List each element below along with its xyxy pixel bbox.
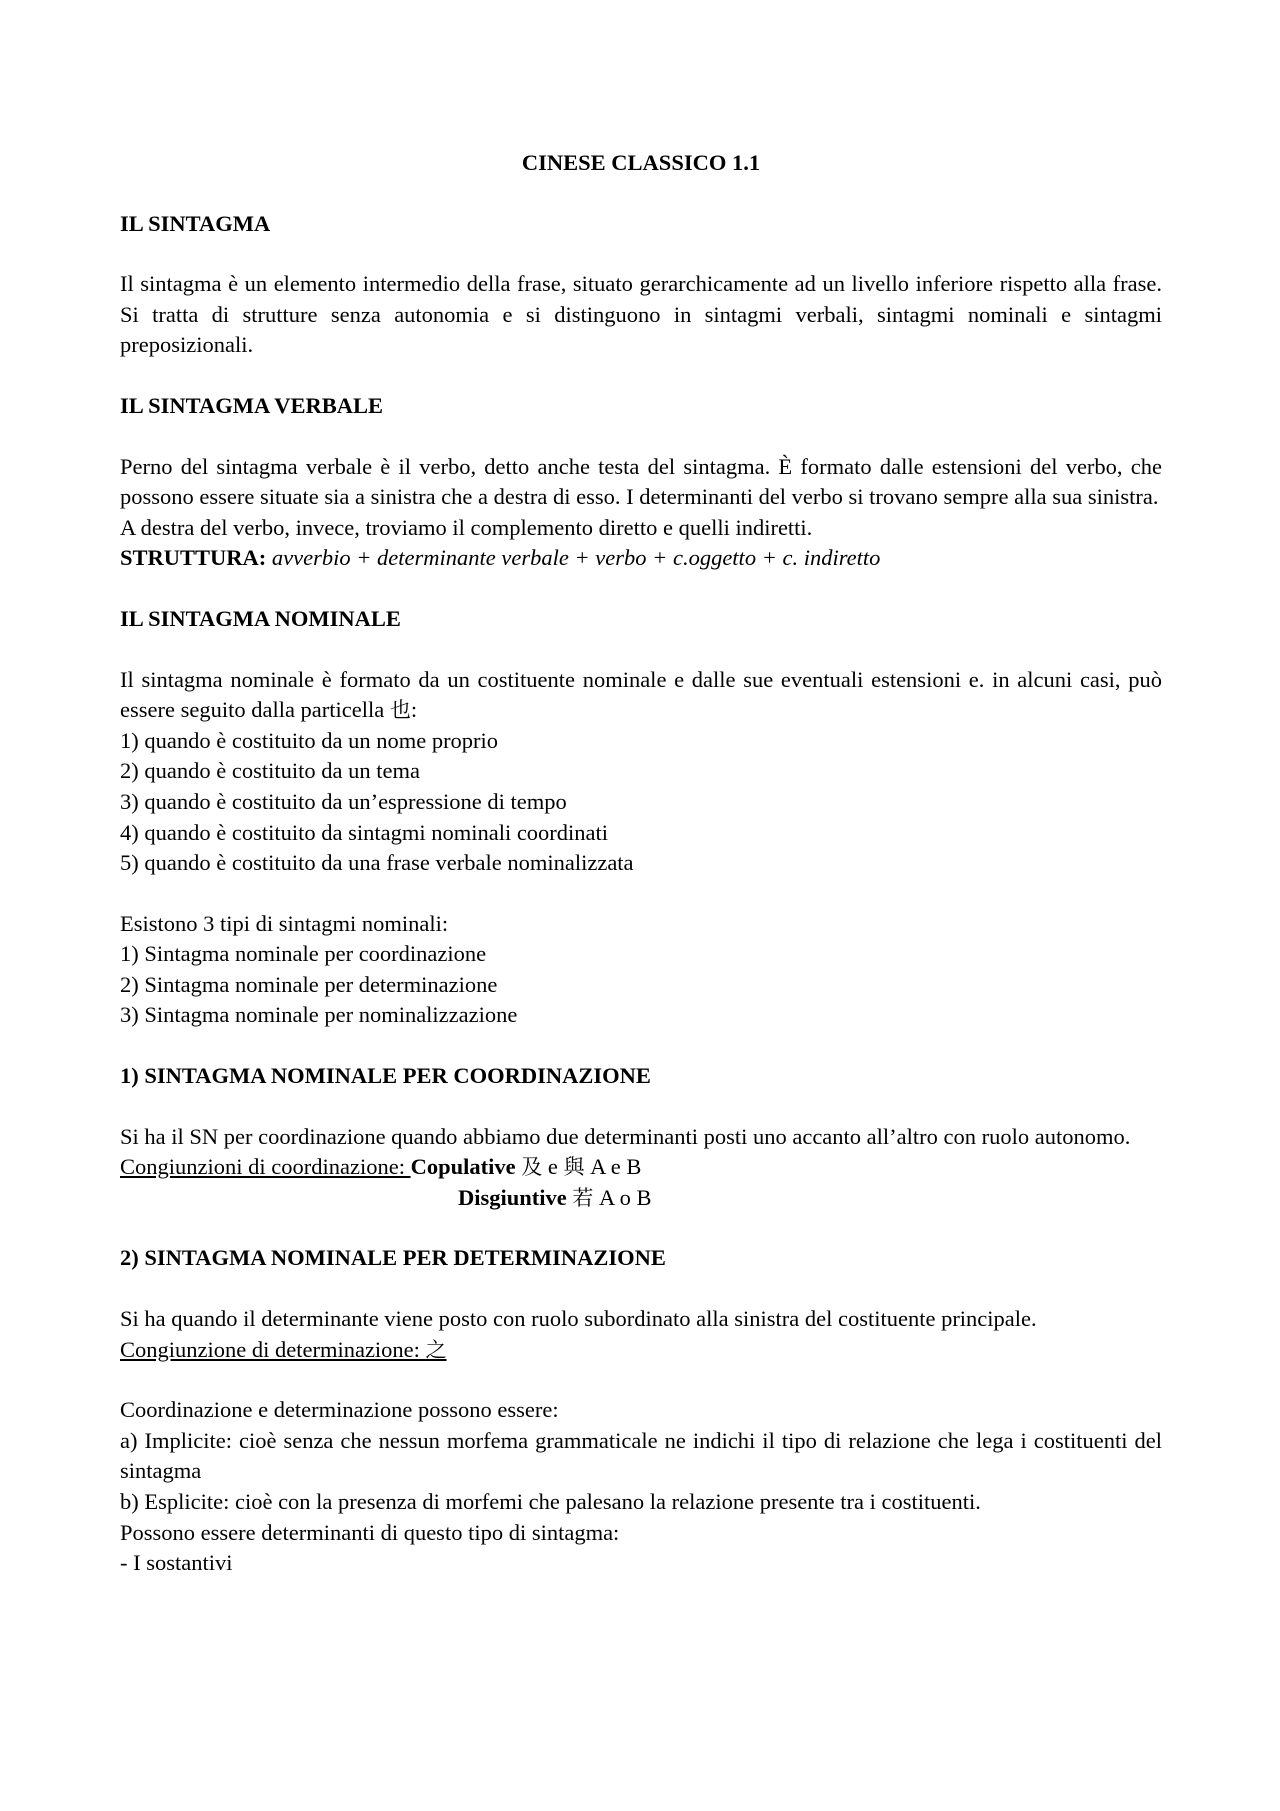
conj-determinazione-line — [120, 1335, 1162, 1366]
char-ji: 及 — [521, 1155, 543, 1180]
paragraph-sintagma: Il sintagma è un elemento intermedio della frase, situato gerarchicamente ad un livello inferiore rispetto alla frase. Si tratta di strutture senza autonomia e si distinguono in sintagmi verbali, sintagmi nominali e sintagmi preposizionali. — [120, 271, 1162, 358]
conj-coordinazione-label: Congiunzioni di coordinazione: — [120, 1154, 411, 1180]
list-item: 4) quando è costituito da sintagmi nominali coordinati — [120, 819, 609, 845]
char-ruo: 若 — [572, 1185, 594, 1210]
list-item: 5) quando è costituito da una frase verbale nominalizzata — [120, 850, 634, 876]
paragraph-verbale: Perno del sintagma verbale è il verbo, detto anche testa del sintagma. È formato dalle estensioni del verbo, che possono essere situate sia a sinistra che a destra di esso. I determinanti del verbo si trovano sempre alla sua sinistra. — [120, 453, 1162, 510]
disgiuntive-tail: A o B — [593, 1184, 652, 1210]
conj-determinazione-label: Congiunzione di determinazione: — [120, 1336, 426, 1362]
document-title: CINESE CLASSICO 1.1 — [521, 150, 761, 175]
copulative-line — [120, 1152, 1162, 1183]
list-item: 1) quando è costituito da un nome proprio — [120, 727, 499, 753]
paragraph-determinazione: Si ha quando il determinante viene posto con ruolo subordinato alla sinistra del costituente principale. — [120, 1306, 1037, 1332]
copulative-label: Copulative — [410, 1154, 516, 1180]
nominale-intro: Il sintagma nominale è formato da un costituente nominale e dalle sue eventuali estensioni e. in alcuni casi, può essere seguito dalla particella — [120, 666, 1162, 723]
block-sintagma-nominale — [120, 665, 1162, 879]
list-item: 3) quando è costituito da un’espressione di tempo — [120, 788, 567, 814]
heading-determinazione: 2) SINTAGMA NOMINALE PER DETERMINAZIONE — [120, 1245, 666, 1271]
disgiuntive-line — [120, 1183, 1162, 1214]
heading-sintagma: IL SINTAGMA — [120, 210, 271, 236]
block-coordinazione — [120, 1122, 1162, 1214]
item-implicite: a) Implicite: cioè senza che nessun morfema grammaticale ne indichi il tipo di relazione che lega i costituenti del sintagma — [120, 1427, 1162, 1484]
paragraph-coordinazione: Si ha il SN per coordinazione quando abbiamo due determinanti posti uno accanto all’altro con ruolo autonomo. — [120, 1123, 1131, 1149]
block-sintagma-verbale — [120, 452, 1162, 574]
structure-label: STRUTTURA: — [120, 545, 267, 571]
char-yu: 與 — [563, 1155, 585, 1180]
paragraph-verbale-destra: A destra del verbo, invece, troviamo il complemento diretto e quelli indiretti. — [120, 514, 813, 540]
heading-sintagma-nominale: IL SINTAGMA NOMINALE — [120, 605, 401, 631]
block-types — [120, 909, 1162, 1031]
block-explicit — [120, 1395, 1162, 1579]
heading-sintagma-verbale: IL SINTAGMA VERBALE — [120, 392, 383, 418]
list-item: 1) Sintagma nominale per coordinazione — [120, 941, 487, 967]
list-item: 3) Sintagma nominale per nominalizzazione — [120, 1002, 518, 1028]
list-item: 2) Sintagma nominale per determinazione — [120, 971, 498, 997]
char-zhi: 之 — [425, 1337, 447, 1362]
heading-coordinazione: 1) SINTAGMA NOMINALE PER COORDINAZIONE — [120, 1063, 651, 1089]
copulative-mid: e — [542, 1154, 564, 1180]
document-page — [120, 148, 1162, 1579]
particle-ye: 也 — [389, 698, 411, 723]
nominale-intro-end: : — [410, 697, 418, 723]
structure-value: avverbio + determinante verbale + verbo + c.oggetto + c. indiretto — [266, 545, 881, 571]
list-item: 2) quando è costituito da un tema — [120, 758, 420, 784]
list-item: - I sostantivi — [120, 1550, 233, 1576]
explicit-intro: Coordinazione e determinazione possono essere: — [120, 1397, 559, 1423]
structure-line — [120, 543, 1162, 574]
determinants-intro: Possono essere determinanti di questo tipo di sintagma: — [120, 1519, 620, 1545]
disgiuntive-label: Disgiuntive — [458, 1184, 567, 1210]
copulative-tail: A e B — [584, 1154, 642, 1180]
types-intro: Esistono 3 tipi di sintagmi nominali: — [120, 910, 449, 936]
paragraph-nominale — [120, 665, 1162, 726]
block-determinazione — [120, 1304, 1162, 1365]
item-esplicite: b) Esplicite: cioè con la presenza di morfemi che palesano la relazione presente tra i costituenti. — [120, 1489, 981, 1514]
